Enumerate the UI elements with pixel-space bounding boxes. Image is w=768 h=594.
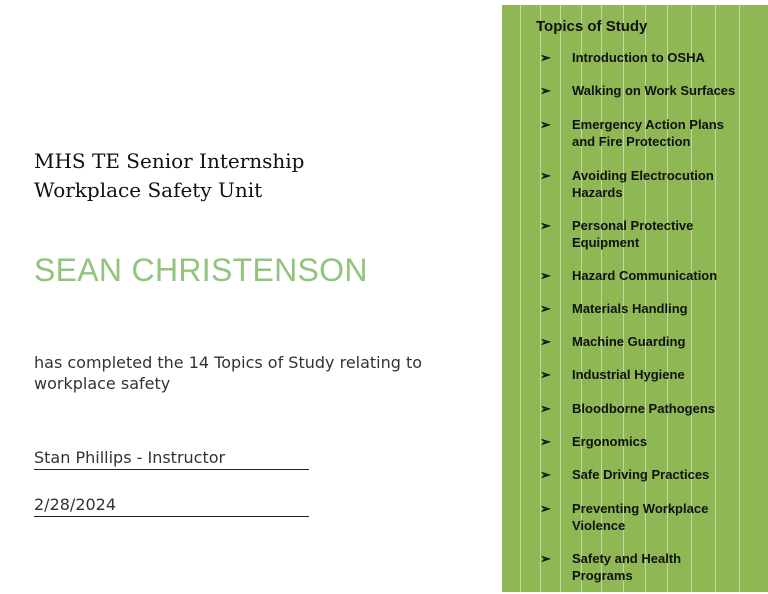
arrow-bullet-icon: ➢ [540,551,551,566]
topic-label [572,366,757,383]
arrow-bullet-icon: ➢ [540,268,551,283]
topic-label-line-1: Emergency Action Plans [572,117,724,132]
instructor-signature-line: Stan Phillips - Instructor [34,448,309,470]
topic-label-line-1: Safe Driving Practices [572,467,710,482]
topic-label-line-1: Ergonomics [572,434,648,449]
topic-label-line-2: Violence [572,518,626,533]
topic-label-line-1: Machine Guarding [572,334,686,349]
topic-label [572,433,757,450]
topic-label-line-2: Hazards [572,185,623,200]
arrow-bullet-icon: ➢ [540,501,551,516]
topic-label [572,217,757,251]
certificate-title [34,147,305,205]
arrow-bullet-icon: ➢ [540,218,551,233]
arrow-bullet-icon: ➢ [540,83,551,98]
topic-label [572,267,757,284]
topic-label-line-1: Materials Handling [572,301,688,316]
topic-label-line-1: Walking on Work Surfaces [572,83,736,98]
topic-label [572,167,757,201]
arrow-bullet-icon: ➢ [540,334,551,349]
topic-label [572,300,757,317]
topic-label [572,400,757,417]
topic-label-line-1: Bloodborne Pathogens [572,401,715,416]
date-line: 2/28/2024 [34,495,309,517]
topic-label-line-2: Equipment [572,235,640,250]
arrow-bullet-icon: ➢ [540,434,551,449]
topic-label [572,49,757,66]
title-line-1: MHS TE Senior Internship [34,149,305,173]
arrow-bullet-icon: ➢ [540,467,551,482]
topic-label-line-1: Hazard Communication [572,268,718,283]
arrow-bullet-icon: ➢ [540,301,551,316]
title-line-2: Workplace Safety Unit [34,178,263,202]
topic-label [572,550,757,584]
topic-label [572,116,757,150]
topic-label [572,466,757,483]
topic-label-line-1: Preventing Workplace [572,501,709,516]
arrow-bullet-icon: ➢ [540,367,551,382]
topic-label-line-2: and Fire Protection [572,134,691,149]
arrow-bullet-icon: ➢ [540,168,551,183]
certificate-body [34,0,454,594]
topic-label-line-1: Industrial Hygiene [572,367,685,382]
completion-description: has completed the 14 Topics of Study relating to workplace safety [34,353,423,393]
recipient-name: SEAN CHRISTENSON [34,252,368,288]
topic-label [572,333,757,350]
arrow-bullet-icon: ➢ [540,117,551,132]
topic-label-line-1: Avoiding Electrocution [572,168,714,183]
topics-heading: Topics of Study [536,18,648,35]
arrow-bullet-icon: ➢ [540,50,551,65]
topics-panel [502,5,768,592]
arrow-bullet-icon: ➢ [540,401,551,416]
topic-label-line-1: Personal Protective [572,218,694,233]
topic-label [572,82,757,99]
topic-label-line-2: Programs [572,568,633,583]
topic-label-line-1: Introduction to OSHA [572,50,705,65]
topic-label-line-1: Safety and Health [572,551,682,566]
topic-label [572,500,757,534]
